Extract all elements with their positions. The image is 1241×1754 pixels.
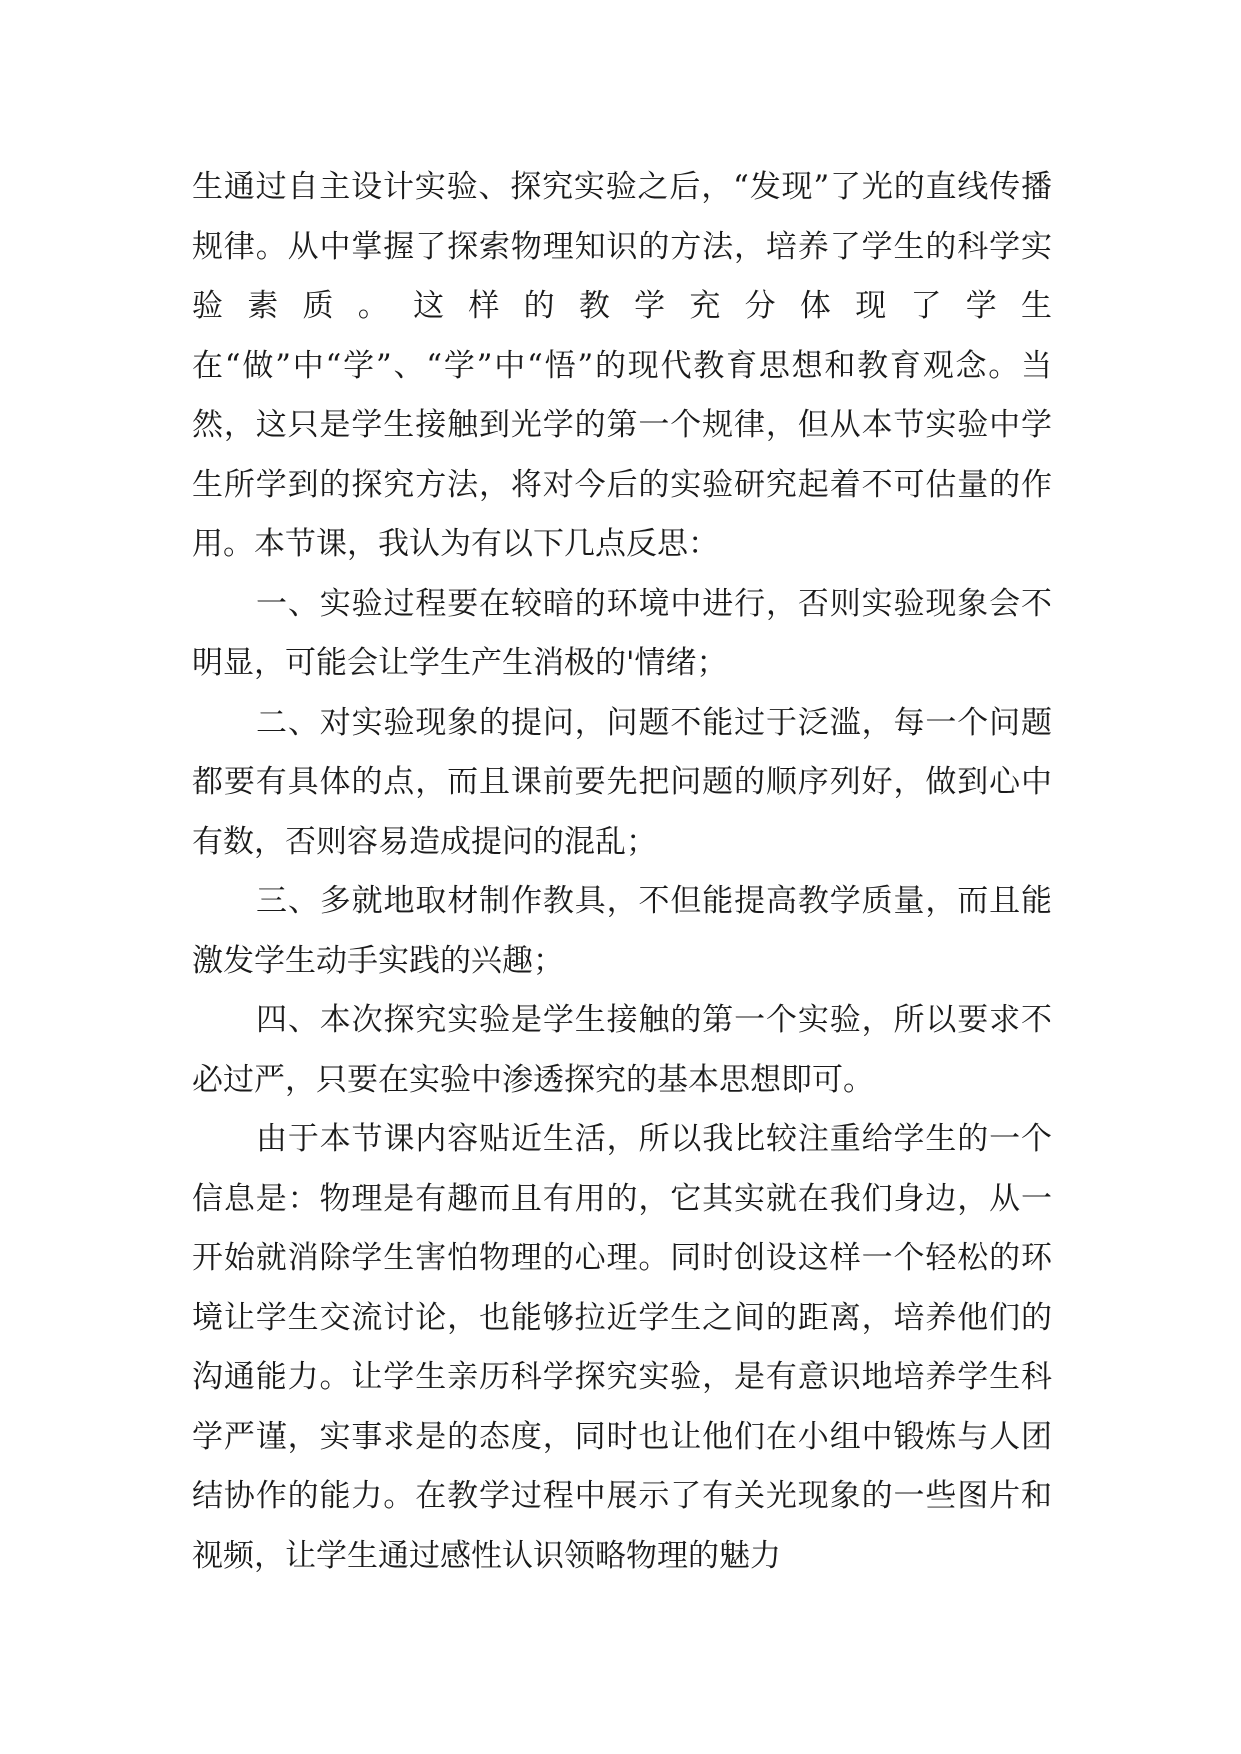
paragraph-reflection-4: 四、本次探究实验是学生接触的第一个实验，所以要求不必过严，只要在实验中渗透探究的基本思想即可。 <box>192 1002 1052 1098</box>
document-body <box>192 158 1052 1586</box>
paragraph-reflection-3: 三、多就地取材制作教具，不但能提高教学质量，而且能激发学生动手实践的兴趣； <box>192 883 1052 979</box>
paragraph-reflection-1: 一、实验过程要在较暗的环境中进行，否则实验现象会不明显，可能会让学生产生消极的'情绪； <box>192 585 1052 681</box>
paragraph-reflection-2: 二、对实验现象的提问，问题不能过于泛滥，每一个问题都要有具体的点，而且课前要先把问题的顺序列好，做到心中有数，否则容易造成提问的混乱； <box>192 704 1052 860</box>
paragraph-continued: 生通过自主设计实验、探究实验之后，“发现”了光的直线传播规律。从中掌握了探索物理知识的方法，培养了学生的科学实验素质。这样的教学充分体现了学生在“做”中“学”、“学”中“悟”的现代教育思想和教育观念。当然，这只是学生接触到光学的第一个规律，但从本节实验中学生所学到的探究方法，将对今后的实验研究起着不可估量的作用。本节课，我认为有以下几点反思： <box>192 169 1052 562</box>
paragraph-summary: 由于本节课内容贴近生活，所以我比较注重给学生的一个信息是：物理是有趣而且有用的，它其实就在我们身边，从一开始就消除学生害怕物理的心理。同时创设这样一个轻松的环境让学生交流讨论，也能够拉近学生之间的距离，培养他们的沟通能力。让学生亲历科学探究实验，是有意识地培养学生科学严谨，实事求是的态度，同时也让他们在小组中锻炼与人团结协作的能力。在教学过程中展示了有关光现象的一些图片和视频，让学生通过感性认识领略物理的魅力 <box>192 1121 1052 1574</box>
